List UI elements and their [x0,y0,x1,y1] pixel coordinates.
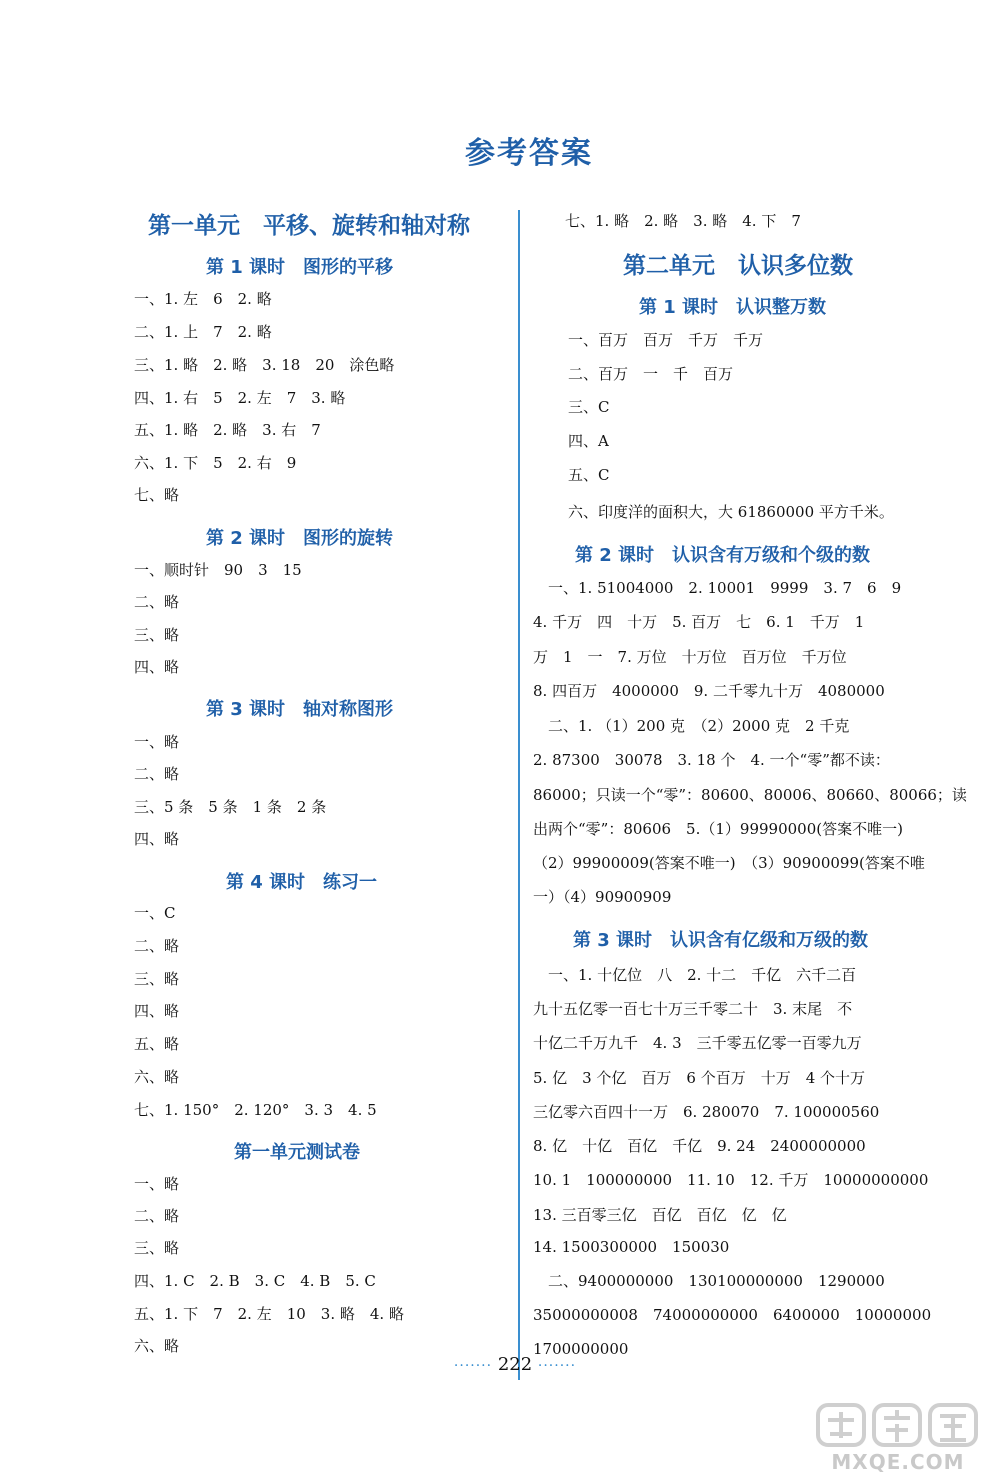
answer-line: 二、9400000000 130100000000 1290000 [533,1272,885,1290]
answer-line: 四、略 [134,830,180,848]
answer-line: 13. 三百零三亿 百亿 百亿 亿 亿 [533,1206,787,1224]
answer-line: 七、略 [134,486,180,504]
answer-line: 四、A [568,432,609,450]
page-number: 222 [497,1354,533,1375]
answer-line: 三、5 条 5 条 1 条 2 条 [134,798,327,816]
section-heading: 第 2 课时 图形的旋转 [206,528,394,549]
answer-line: 出两个“零”：80606 5.（1）99990000(答案不唯一) [533,820,903,838]
answer-line: 一、1. 十亿位 八 2. 十二 千亿 六千二百 [533,966,857,984]
answer-line: 二、略 [134,593,180,611]
answer-line: 86000；只读一个“零”：80600、80006、80660、80066；读 [533,786,967,804]
answer-line: 二、略 [134,937,180,955]
answer-line: 六、略 [134,1337,180,1355]
answer-line: 一、C [134,904,176,922]
answer-line: 六、1. 下 5 2. 右 9 [134,454,297,472]
answer-line: 二、百万 一 千 百万 [568,365,734,383]
answer-line: 六、印度洋的面积大，大 61860000 平方千米。 [568,503,894,521]
page-footer [440,1354,590,1375]
page-title: 参考答案 [465,136,593,171]
section-heading: 第 1 课时 认识整万数 [639,297,827,318]
answer-line: 二、1. 上 7 2. 略 [134,323,272,341]
answer-line: 四、1. 右 5 2. 左 7 3. 略 [134,389,346,407]
answer-line: 七、1. 略 2. 略 3. 略 4. 下 7 [565,212,801,230]
answer-line: 五、C [568,466,610,484]
answer-line: 一、略 [134,1175,180,1193]
answer-line: 三、略 [134,970,180,988]
answer-line: 一、1. 左 6 2. 略 [134,290,272,308]
footer-dots-left: ······· [453,1358,493,1374]
answer-line: 35000000008 74000000000 6400000 10000000 [533,1306,932,1324]
answer-line: 五、略 [134,1035,180,1053]
answer-line: 万 1 一 7. 万位 十万位 百万位 千万位 [533,648,847,666]
answer-line: 8. 四百万 4000000 9. 二千零九十万 4080000 [533,682,885,700]
watermark-text: MXQE.COM [831,1450,965,1474]
section-heading: 第 4 课时 练习一 [226,872,378,893]
answer-line: 三、C [568,398,610,416]
answer-line: 五、1. 略 2. 略 3. 右 7 [134,421,321,439]
answer-line: 三亿零六百四十一万 6. 280070 7. 100000560 [533,1103,880,1121]
answer-line: 一）（4）90900909 [533,888,672,906]
answer-line: 四、1. C 2. B 3. C 4. B 5. C [134,1272,376,1290]
answer-line: 四、略 [134,658,180,676]
watermark-logo [808,1400,988,1474]
answer-line: 10. 1 100000000 11. 10 12. 千万 10000000000 [533,1171,929,1189]
answer-line: 5. 亿 3 个亿 百万 6 个百万 十万 4 个十万 [533,1069,866,1087]
answer-line: 九十五亿零一百七十万三千零二十 3. 末尾 不 [533,1000,853,1018]
answer-line: 七、1. 150° 2. 120° 3. 3 4. 5 [134,1101,377,1119]
answer-line: 三、1. 略 2. 略 3. 18 20 涂色略 [134,356,395,374]
answer-line: 二、略 [134,765,180,783]
answer-line: 六、略 [134,1068,180,1086]
answer-line: 一、百万 百万 千万 千万 [568,331,764,349]
answer-line: 4. 千万 四 十万 5. 百万 七 6. 1 千万 1 [533,613,865,631]
section-heading: 第 3 课时 认识含有亿级和万级的数 [573,930,869,951]
answer-line: 四、略 [134,1002,180,1020]
footer-dots-right: ······· [537,1358,577,1374]
answer-line: 三、略 [134,1239,180,1257]
unit-heading: 第一单元 平移、旋转和轴对称 [148,213,470,239]
answer-line: 十亿二千万九千 4. 3 三千零五亿零一百零九万 [533,1034,862,1052]
answer-line: 五、1. 下 7 2. 左 10 3. 略 4. 略 [134,1305,404,1323]
answer-line: 1700000000 [533,1340,629,1358]
section-heading: 第一单元测试卷 [234,1142,360,1163]
answer-line: 8. 亿 十亿 百亿 千亿 9. 24 2400000000 [533,1137,866,1155]
answer-line: 一、顺时针 90 3 15 [134,561,302,579]
answer-line: 二、1. （1）200 克 （2）2000 克 2 千克 [533,717,850,735]
watermark-logo-icon [808,1400,988,1450]
answer-line: （2）99900009(答案不唯一) （3）90900099(答案不唯 [533,854,925,872]
answer-line: 2. 87300 30078 3. 18 个 4. 一个“零”都不读： [533,751,890,769]
answer-line: 三、略 [134,626,180,644]
answer-line: 一、1. 51004000 2. 10001 9999 3. 7 6 9 [533,579,902,597]
section-heading: 第 1 课时 图形的平移 [206,257,394,278]
section-heading: 第 3 课时 轴对称图形 [206,699,394,720]
answer-line: 一、略 [134,733,180,751]
unit-heading: 第二单元 认识多位数 [623,253,853,279]
answer-line: 二、略 [134,1207,180,1225]
answer-line: 14. 1500300000 150030 [533,1238,730,1256]
column-divider [518,210,520,1380]
section-heading: 第 2 课时 认识含有万级和个级的数 [575,545,871,566]
